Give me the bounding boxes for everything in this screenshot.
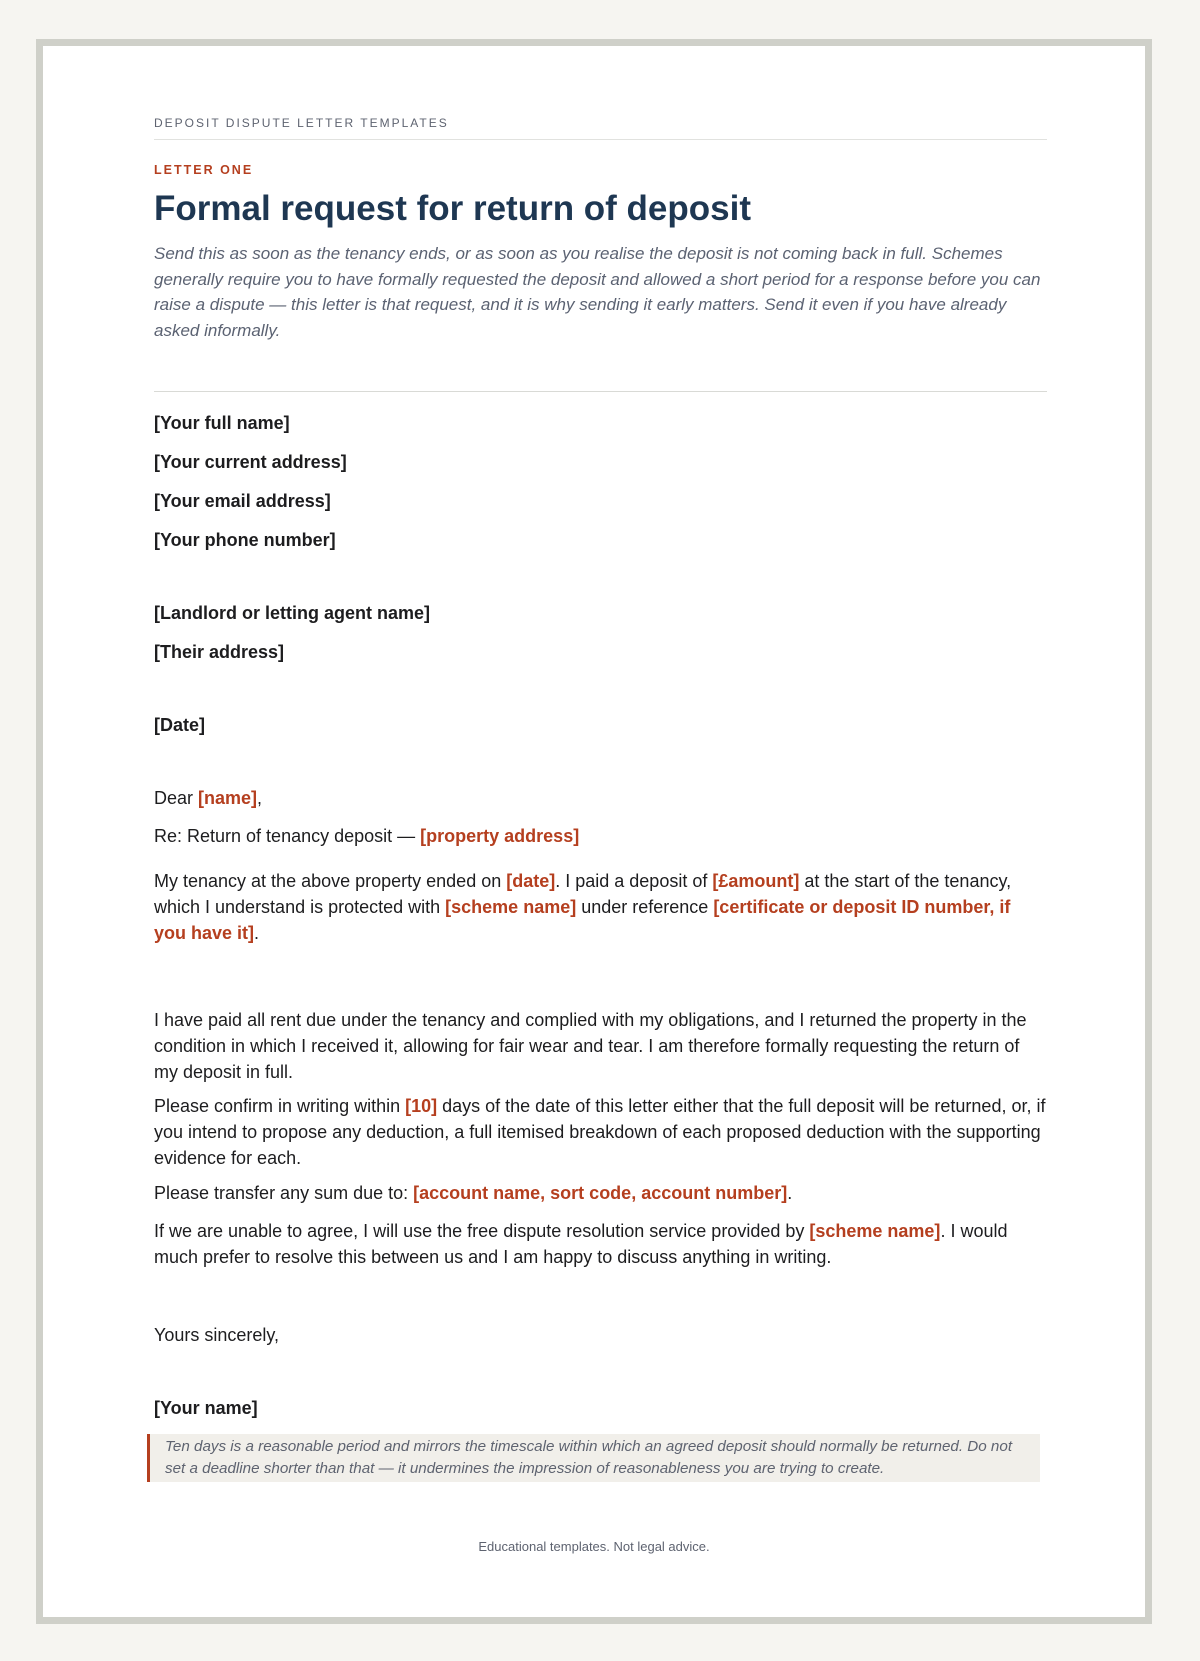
sender-phone-placeholder: [Your phone number]	[154, 530, 336, 550]
text-span: at the start of the tenancy, which I understand is protected with	[154, 871, 1012, 917]
letter-kicker: LETTER ONE	[154, 163, 254, 177]
days-placeholder: [10]	[405, 1096, 438, 1116]
paragraph-tenancy-details	[154, 868, 1047, 946]
section-divider	[154, 391, 1047, 392]
paragraph-payment	[154, 1180, 1047, 1206]
closing: Yours sincerely,	[154, 1325, 280, 1345]
recipient-name-placeholder: [Landlord or letting agent name]	[154, 603, 431, 623]
account-details-placeholder: [account name, sort code, account number]	[413, 1183, 788, 1203]
paragraph-dispute	[154, 1218, 1047, 1270]
text-span: If we are unable to agree, I will use the free dispute resolution service provided by	[154, 1221, 810, 1241]
text-span: Please confirm in writing within	[154, 1096, 406, 1116]
scheme-name-placeholder: [scheme name]	[809, 1221, 941, 1241]
letter-title: Formal request for return of deposit	[154, 189, 751, 228]
text-span: days of the date of this letter either that the full deposit will be returned, or, if you intend to propose any deduction, a full itemised breakdown of each proposed deduction with the supporting evidence for each.	[154, 1096, 1046, 1168]
property-address-placeholder: [property address]	[420, 826, 580, 846]
salutation	[154, 788, 262, 809]
salutation-prefix: Dear	[154, 788, 199, 808]
text-span: My tenancy at the above property ended on	[154, 871, 507, 891]
guidance-note: Ten days is a reasonable period and mirrors the timescale within which an agreed deposit should normally be returned. Do not set a deadline shorter than that — it undermines the impression of reasonableness you are trying to create.	[147, 1434, 1040, 1482]
paragraph-deadline	[154, 1093, 1047, 1171]
sender-name-placeholder: [Your full name]	[154, 413, 290, 433]
document-page	[36, 39, 1152, 1624]
text-span: Please transfer any sum due to:	[154, 1183, 414, 1203]
subject-line	[154, 826, 579, 847]
subject-prefix: Re: Return of tenancy deposit —	[154, 826, 421, 846]
text-span: . I would much prefer to resolve this between us and I am happy to discuss anything in writing.	[154, 1221, 1008, 1267]
text-span: . I paid a deposit of	[555, 871, 713, 891]
sender-address-placeholder: [Your current address]	[154, 452, 347, 472]
letter-intro: Send this as soon as the tenancy ends, or as soon as you realise the deposit is not coming back in full. Schemes generally require you to have formally requested the deposit and allowed a short period for a response before you can raise a dispute — this letter is that request, and it is why sending it early matters. Send it even if you have already asked informally.	[154, 244, 1041, 341]
scheme-name-placeholder: [scheme name]	[445, 897, 577, 917]
recipient-name-inline: [name]	[198, 788, 258, 808]
amount-placeholder: [£amount]	[712, 871, 800, 891]
recipient-address-placeholder: [Their address]	[154, 642, 285, 662]
page-footer: Educational templates. Not legal advice.	[478, 1539, 710, 1554]
signature-placeholder: [Your name]	[154, 1398, 258, 1418]
text-span: .	[787, 1183, 793, 1203]
reference-placeholder: [certificate or deposit ID number, if you have it]	[154, 897, 1011, 943]
sender-email-placeholder: [Your email address]	[154, 491, 331, 511]
text-span: .	[254, 923, 260, 943]
date-placeholder: [Date]	[154, 715, 206, 735]
end-date-placeholder: [date]	[506, 871, 556, 891]
text-span: under reference	[576, 897, 714, 917]
document-header: DEPOSIT DISPUTE LETTER TEMPLATES	[154, 116, 1047, 140]
paragraph-request: I have paid all rent due under the tenancy and complied with my obligations, and I returned the property in the condition in which I received it, allowing for fair wear and tear. I am therefore formally requesting the return of my deposit in full.	[154, 1010, 1027, 1082]
salutation-suffix: ,	[257, 788, 263, 808]
